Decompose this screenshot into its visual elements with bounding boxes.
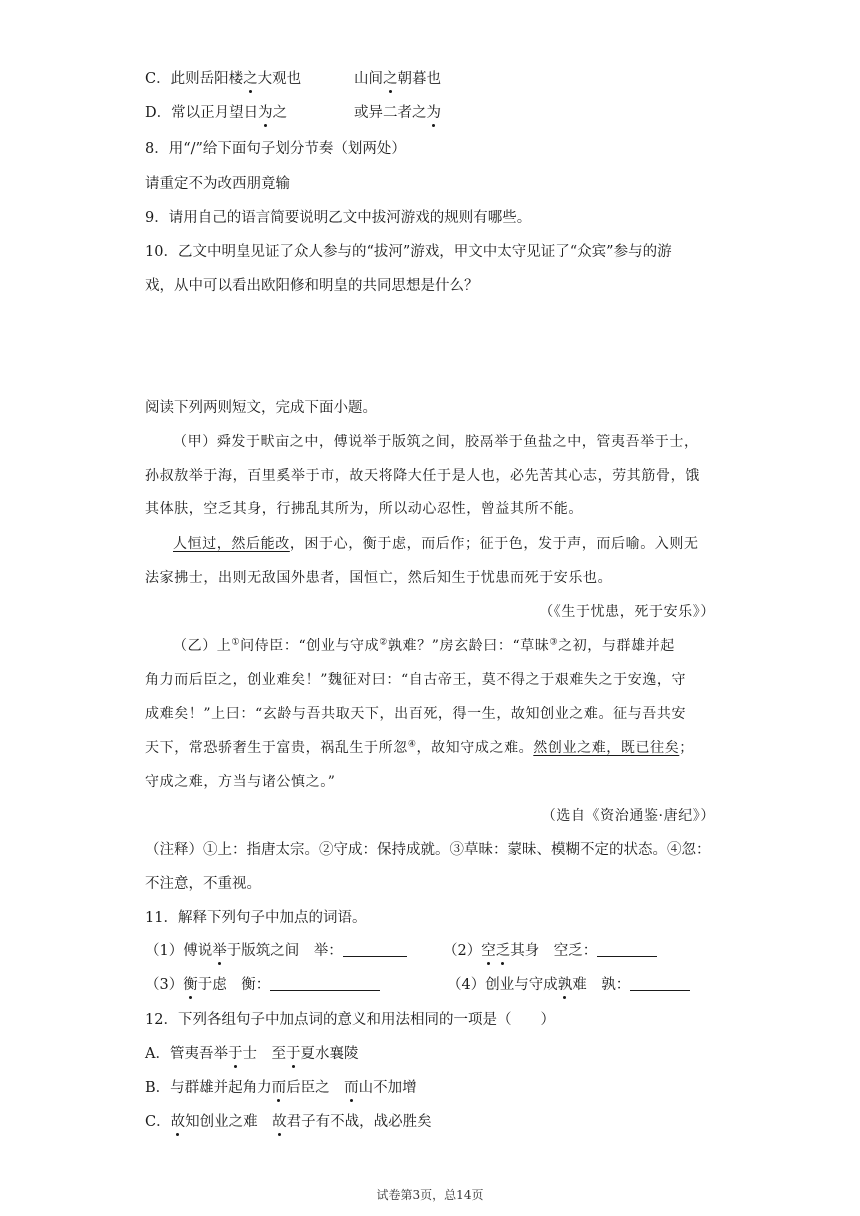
text: ，故知守成之难。: [416, 740, 534, 756]
dotted-char: 孰: [557, 977, 573, 993]
dotted-char: 于: [285, 1046, 301, 1062]
text: 之: [272, 105, 288, 121]
footnote-marker: ②: [379, 637, 388, 648]
dotted-char: 为: [258, 105, 273, 121]
text: 山不加增: [358, 1080, 417, 1096]
question-12: 12．下列各组句子中加点词的意义和用法相同的一项是（ ）: [145, 1012, 555, 1028]
dotted-char: 而: [344, 1080, 359, 1096]
q11-item-4: [447, 975, 690, 995]
q7-option-c-right: [354, 69, 441, 89]
dotted-char: 乏: [495, 943, 511, 959]
passage-b-source: （选自《资治通鉴·唐纪》）: [541, 808, 715, 824]
text: 君子有不战，战必胜矣: [286, 1114, 432, 1130]
notes-line2: 不注意，不重视。: [145, 876, 261, 892]
question-11: 11．解释下列句子中加点的词语。: [145, 910, 367, 926]
text: 士 至: [242, 1046, 286, 1062]
text: 后臣之: [286, 1080, 345, 1096]
text: （1）傅说: [145, 943, 213, 959]
text: （2）: [443, 943, 482, 959]
passage-a-source: （《生于忧患，死于安乐》）: [539, 604, 715, 620]
passage-b-line2: 角力而后臣之，创业难矣！”魏征对曰：“自古帝王，莫不得之于艰难失之于安逸，守: [145, 672, 687, 688]
passage-a-line5: 法家拂士，出则无敌国外患者，国恒亡，然后知生于忧患而死于安乐也。: [145, 570, 613, 586]
question-8: 8．用“/”给下面句子划分节奏（划两处）: [145, 141, 406, 157]
text: 之初，与群雄并起: [558, 638, 675, 654]
q11-item-2: [443, 941, 657, 961]
text: 难 孰：: [572, 977, 631, 993]
text: 常以正月望日: [171, 105, 259, 121]
dotted-char: 故: [170, 1114, 186, 1130]
passage-a-line2: 孙叔敖举于海，百里奚举于市，故天将降大任于是人也，必先苦其心志，劳其筋骨，饿: [145, 468, 700, 484]
dotted-char: 衡: [183, 977, 198, 993]
question-8-sentence: 请重定不为改西朋竟输: [145, 176, 290, 192]
passage-a-line1: （甲）舜发于畎亩之中，傅说举于版筑之间，胶鬲举于鱼盐之中，管夷吾举于士，: [173, 434, 699, 450]
text: 大观也: [257, 71, 302, 87]
dotted-char: 而: [271, 1080, 287, 1096]
text: 孰难？”房玄龄曰：“草昧: [387, 638, 550, 654]
text: （3）: [145, 977, 184, 993]
underlined-sentence: 然创业之难，既已往矣: [533, 740, 680, 756]
dotted-char: 空: [481, 943, 496, 959]
dotted-char: 故: [272, 1114, 287, 1130]
answer-blank[interactable]: [270, 975, 380, 991]
text: 于版筑之间 举：: [226, 943, 343, 959]
dotted-char: 之: [243, 71, 258, 87]
dotted-char: 之: [383, 71, 398, 87]
text: B．与群雄并起角力: [145, 1080, 272, 1096]
reading-intro: 阅读下列两则短文，完成下面小题。: [145, 400, 377, 416]
text: ；: [679, 740, 694, 756]
option-label: C．: [145, 71, 171, 87]
text: 问侍臣：“创业与守成: [240, 638, 380, 654]
text: A．管夷吾举: [145, 1046, 228, 1062]
text: 知创业之难: [185, 1114, 273, 1130]
question-10-line1: 10．乙文中明皇见证了众人参与的“拔河”游戏，甲文中太守见证了“众宾”参与的游: [145, 244, 672, 260]
q7-option-c: [145, 69, 301, 89]
text: 其身 空乏：: [510, 943, 598, 959]
text: （乙）上: [173, 638, 232, 654]
text: 或异二者之: [354, 105, 427, 121]
text: 夏水襄陵: [300, 1046, 359, 1062]
q11-item-3: [145, 975, 380, 995]
passage-b-line5: 守成之难，方当与诸公慎之。”: [145, 774, 336, 790]
question-9: 9．请用自己的语言简要说明乙文中拔河游戏的规则有哪些。: [145, 210, 532, 226]
dotted-char: 于: [227, 1046, 243, 1062]
text: ，困于心，衡于虑，而后作；征于色，发于声，而后喻。入则无: [289, 536, 699, 552]
q7-option-d: [145, 103, 287, 123]
text: 此则岳阳楼: [170, 71, 244, 87]
option-label: D．: [145, 105, 172, 121]
text: 于虑 衡：: [197, 977, 271, 993]
underlined-sentence: 人恒过，然后能改: [173, 536, 290, 552]
text: 朝暮也: [397, 71, 441, 87]
q11-item-1: [145, 941, 407, 961]
dotted-char: 为: [426, 105, 441, 121]
passage-a-line4: [173, 534, 699, 554]
text: （4）创业与守成: [447, 977, 558, 993]
page-footer: 试卷第3页，总14页: [376, 1188, 484, 1202]
q7-option-d-right: [354, 103, 441, 123]
footnote-marker: ④: [407, 739, 417, 750]
dotted-char: 举: [212, 943, 227, 959]
answer-blank[interactable]: [630, 975, 690, 991]
text: 天下，常恐骄奢生于富贵，祸乱生于所忽: [145, 740, 408, 756]
question-10-line2: 戏，从中可以看出欧阳修和明皇的共同思想是什么？: [145, 278, 479, 294]
q12-option-c: [145, 1112, 432, 1132]
answer-blank[interactable]: [597, 941, 657, 957]
passage-b-line3: 成难矣！”上曰：“玄龄与吾共取天下，出百死，得一生，故知创业之难。征与吾共安: [145, 706, 687, 722]
notes-line1: （注释）①上：指唐太宗。②守成：保持成就。③草昧：蒙昧、模糊不定的状态。④忽：: [145, 842, 711, 858]
text: 山间: [354, 71, 383, 87]
text: C．: [145, 1114, 171, 1130]
passage-a-line3: 其体肤，空乏其身，行拂乱其所为，所以动心忍性，曾益其所不能。: [145, 501, 583, 517]
footnote-marker: ①: [231, 637, 241, 648]
footnote-marker: ③: [549, 637, 559, 648]
answer-blank[interactable]: [343, 941, 407, 957]
passage-b-line1: [173, 636, 675, 656]
passage-b-line4: [145, 738, 694, 758]
q12-option-a: [145, 1044, 358, 1064]
q12-option-b: [145, 1078, 417, 1098]
